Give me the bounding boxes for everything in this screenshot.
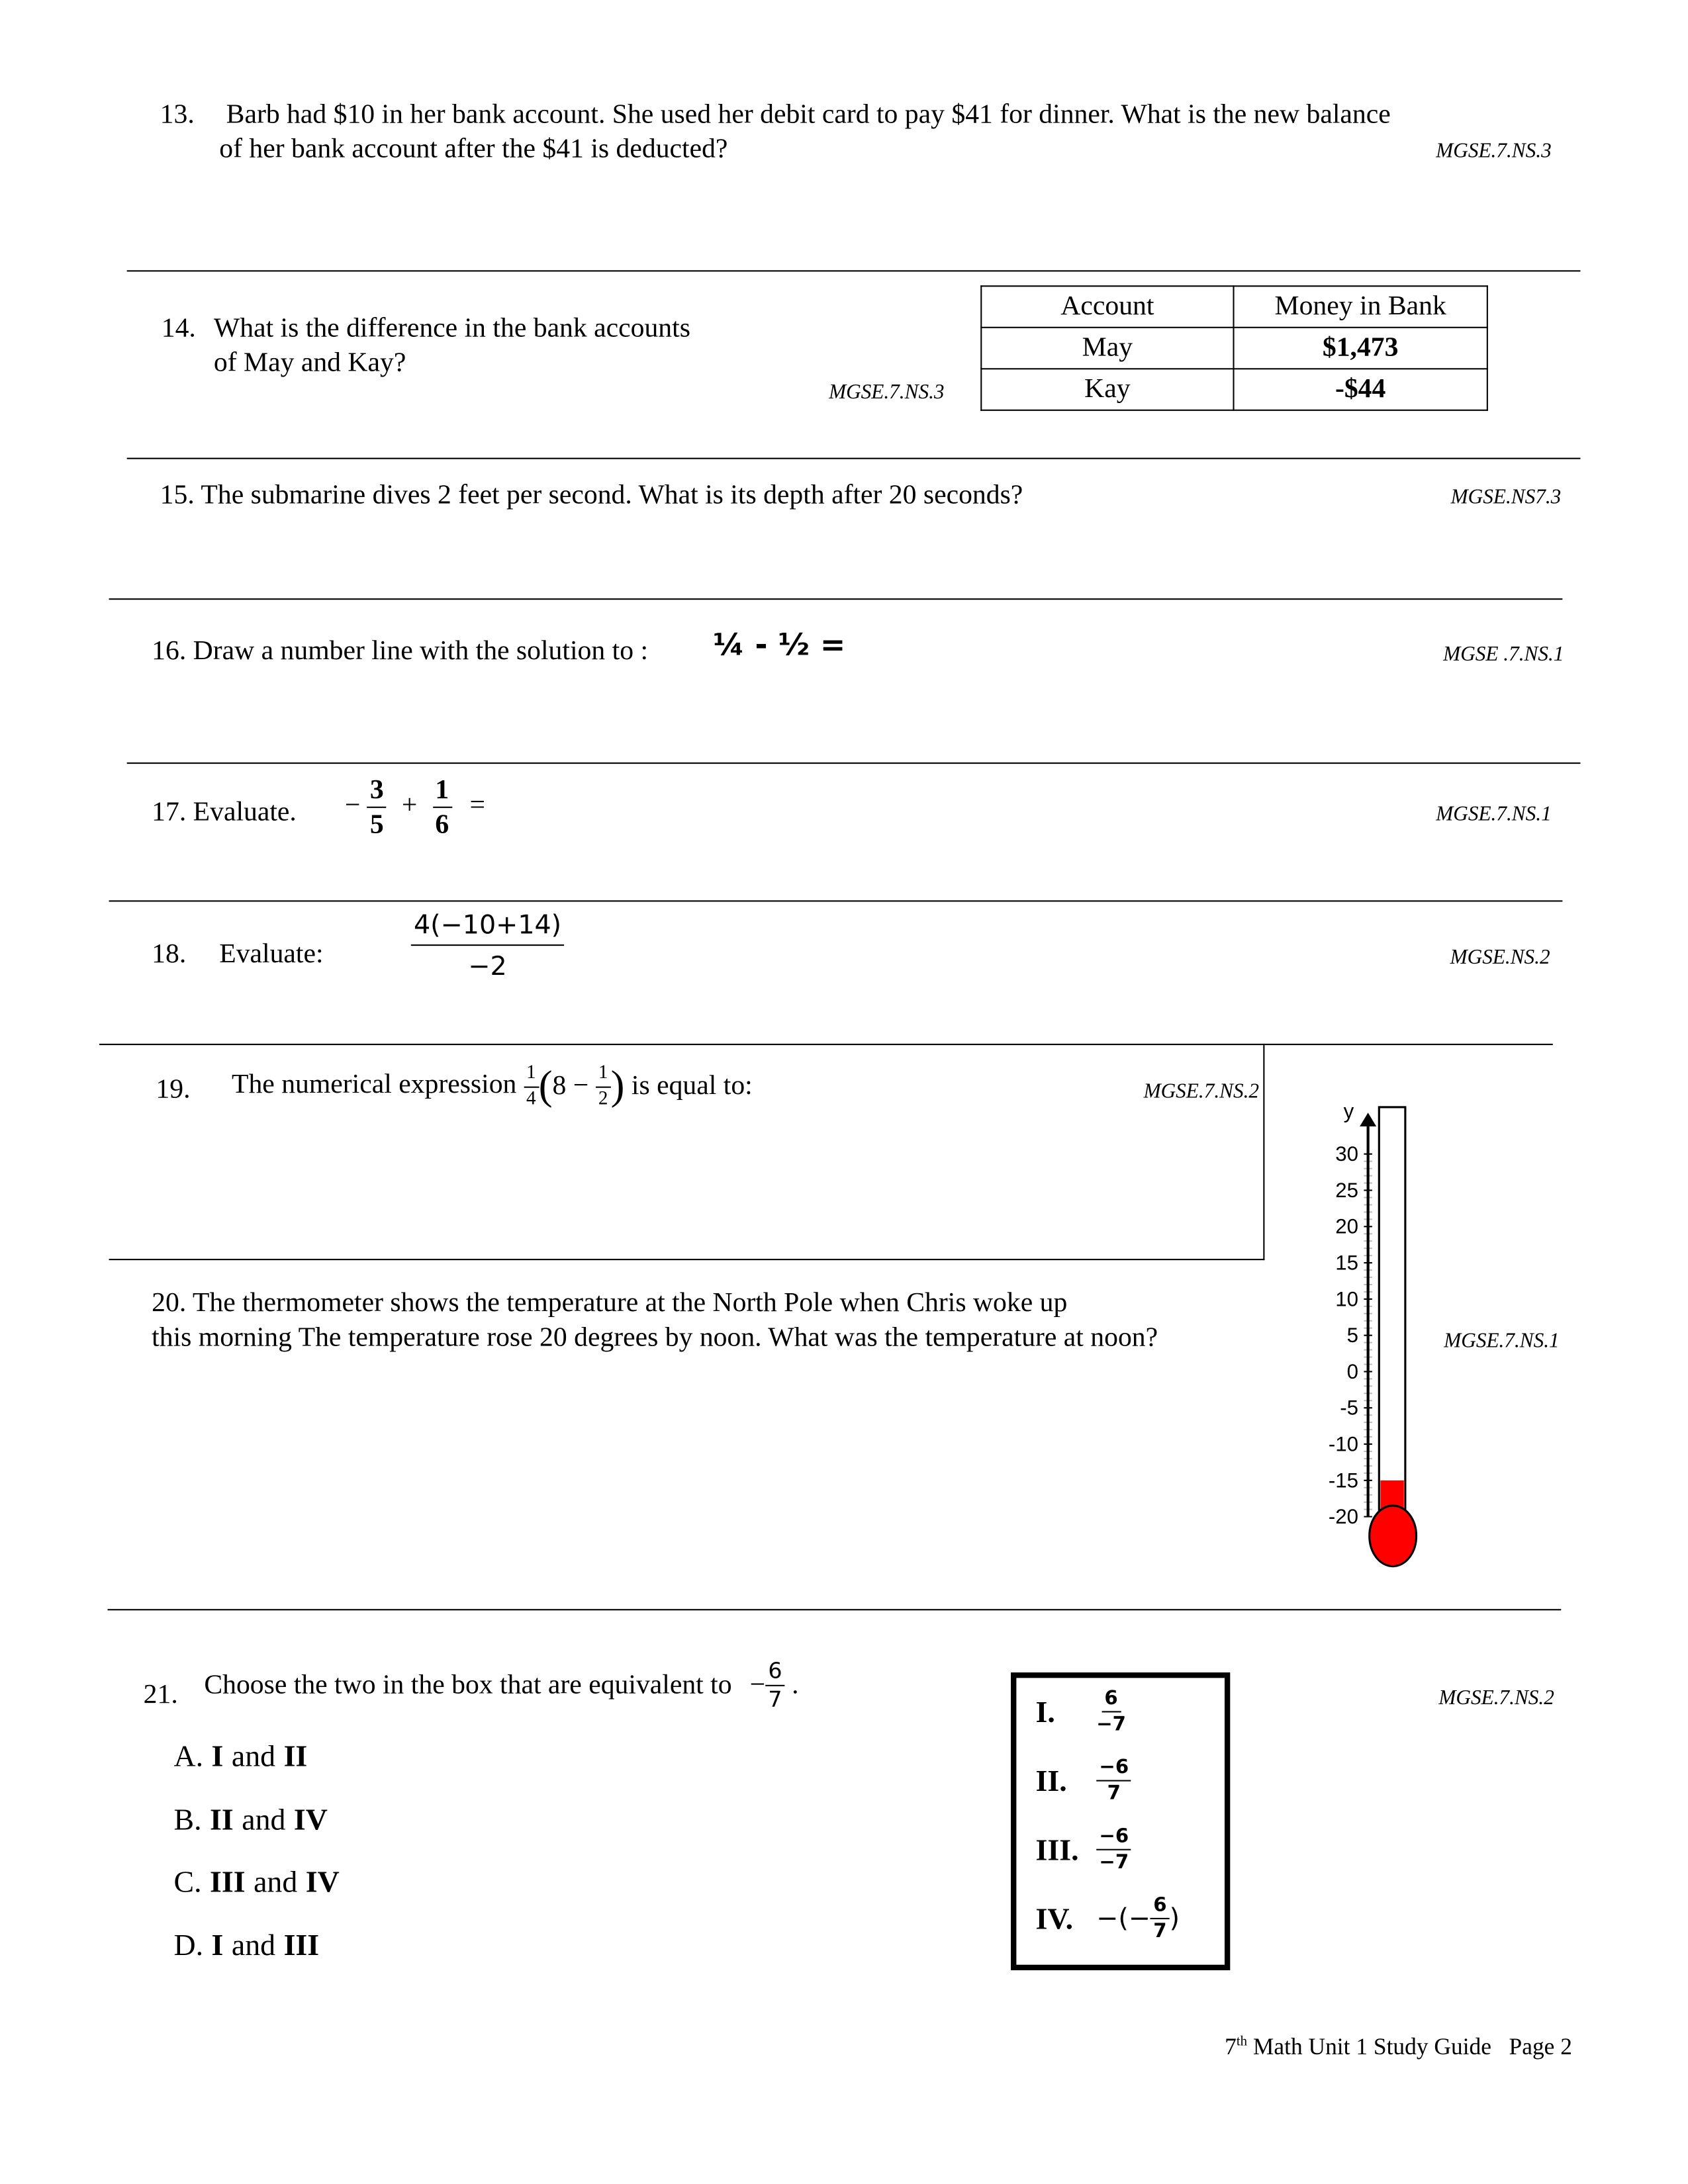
tick-label: -5	[1340, 1396, 1359, 1420]
numerator: −6	[1096, 1758, 1131, 1781]
denominator: 4	[526, 1088, 536, 1110]
option-a: I	[211, 1739, 224, 1774]
q13-text-line1: Barb had $10 in her bank account. She used her debit card to pay $41 for dinner. What is the new balance	[226, 99, 1391, 130]
q17-expression	[345, 776, 485, 839]
tick-label: 10	[1335, 1287, 1359, 1311]
numerator: 1	[596, 1064, 611, 1087]
choices-box	[1011, 1672, 1230, 1970]
q19-text-tail: is equal to:	[631, 1070, 753, 1101]
q19-text-lead: The numerical expression	[231, 1069, 517, 1100]
q17-standard: MGSE.7.NS.1	[1436, 803, 1552, 826]
roman-label: IV.	[1035, 1900, 1074, 1935]
numerator: 6	[1150, 1896, 1170, 1919]
box-item	[1036, 1896, 1180, 1942]
divider	[109, 1259, 1265, 1260]
numerator: 6	[765, 1660, 785, 1686]
q21-text-lead: Choose the two in the box that are equivalent to	[204, 1669, 732, 1700]
thermometer-bulb	[1370, 1506, 1417, 1567]
q16-expression: ¼ - ½ =	[713, 628, 846, 664]
option-a: II	[210, 1801, 234, 1836]
footer-page: Page 2	[1509, 2033, 1572, 2060]
table-row	[981, 328, 1487, 369]
denominator: 7	[1153, 1921, 1167, 1943]
q20-standard: MGSE.7.NS.1	[1444, 1330, 1560, 1353]
numerator: 1	[524, 1064, 539, 1087]
divider	[99, 1044, 1553, 1045]
minus-sign: −	[344, 790, 361, 821]
axis-label: y	[1343, 1099, 1354, 1123]
prefix: −(−	[1096, 1903, 1151, 1934]
q20-text-line2: this morning The temperature rose 20 degrees by noon. What was the temperature at noon?	[152, 1322, 1158, 1353]
numerator: 4(−10+14)	[411, 913, 564, 946]
numerator: 6	[1102, 1689, 1121, 1712]
option-letter: D.	[173, 1927, 204, 1962]
q21-number: 21.	[143, 1679, 178, 1710]
option-and: and	[242, 1801, 286, 1836]
table-header: Account	[981, 286, 1233, 327]
option-letter: A.	[173, 1739, 204, 1774]
tick-label: -15	[1328, 1469, 1359, 1492]
table-cell: -$44	[1234, 369, 1487, 410]
answer-option[interactable]	[173, 1739, 315, 1774]
footer	[1225, 2034, 1572, 2062]
divider	[127, 458, 1581, 459]
q13-standard: MGSE.7.NS.3	[1436, 140, 1552, 163]
q18-label: Evaluate:	[219, 938, 324, 970]
inner-term: 8 −	[552, 1070, 589, 1101]
numerator: 1	[432, 776, 451, 808]
q17-text: 17. Evaluate.	[152, 797, 297, 827]
q19-standard: MGSE.7.NS.2	[1143, 1081, 1260, 1103]
divider	[109, 598, 1563, 600]
q16-text: 16. Draw a number line with the solution to :	[152, 635, 649, 666]
denominator: 7	[1107, 1782, 1121, 1805]
tick-label: 25	[1335, 1178, 1359, 1202]
q14-text-line2: of May and Kay?	[213, 347, 406, 378]
option-a: I	[211, 1927, 224, 1962]
table-cell: $1,473	[1234, 328, 1487, 369]
option-b: IV	[293, 1801, 328, 1836]
divider-vertical	[1263, 1045, 1264, 1260]
q18-expression	[411, 909, 564, 982]
tick-label: 0	[1346, 1359, 1359, 1383]
denominator: −7	[1099, 1851, 1129, 1874]
box-item	[1036, 1758, 1132, 1803]
q13-number: 13.	[160, 99, 195, 130]
roman-label: III.	[1035, 1831, 1079, 1866]
q18-standard: MGSE.NS.2	[1450, 947, 1550, 970]
option-and: and	[231, 1927, 276, 1962]
divider	[107, 1609, 1561, 1610]
table-cell: May	[981, 328, 1233, 369]
table-cell: Kay	[981, 369, 1233, 410]
table-header: Money in Bank	[1234, 286, 1487, 327]
denominator: 7	[768, 1686, 782, 1713]
denominator: −7	[1096, 1713, 1126, 1736]
denominator: −2	[468, 951, 507, 982]
option-b: IV	[305, 1864, 340, 1899]
box-item	[1036, 1689, 1126, 1735]
footer-grade: 7	[1225, 2033, 1237, 2060]
q21-text: Choose the two in the box that are equivalent to − $\frac{6}{7}$ .	[204, 1657, 799, 1713]
thermometer-graphic	[1296, 1096, 1434, 1578]
q14-text-line1: What is the difference in the bank accounts	[213, 312, 690, 343]
bank-table	[980, 285, 1488, 411]
divider	[127, 762, 1581, 764]
tick-label: -10	[1328, 1432, 1359, 1456]
q16-standard: MGSE .7.NS.1	[1443, 643, 1564, 666]
q18-number: 18.	[152, 938, 187, 970]
option-letter: B.	[173, 1801, 202, 1836]
roman-label: I.	[1035, 1694, 1055, 1729]
option-letter: C.	[173, 1864, 202, 1899]
denominator: 5	[369, 809, 384, 840]
tick-label: 15	[1335, 1251, 1359, 1275]
tick-label: 5	[1346, 1324, 1359, 1347]
divider	[127, 270, 1581, 271]
option-and: and	[254, 1864, 298, 1899]
q14-number: 14.	[161, 312, 196, 343]
option-a: III	[210, 1864, 246, 1899]
divider	[109, 900, 1563, 901]
q13-text-line2: of her bank account after the $41 is deducted?	[219, 134, 728, 164]
option-b: III	[283, 1927, 320, 1962]
axis-arrow-icon	[1360, 1113, 1376, 1126]
equals-sign: =	[469, 790, 485, 821]
q19-text: The numerical expression $\frac{1}{4}$ (8 − $\frac{1}{2}$ ) is equal to:	[231, 1062, 753, 1110]
option-and: and	[231, 1739, 276, 1774]
q15-standard: MGSE.NS7.3	[1450, 486, 1562, 509]
tick-label: -20	[1328, 1505, 1359, 1529]
suffix: )	[1169, 1903, 1180, 1934]
option-b: II	[283, 1739, 308, 1774]
numerator: 3	[367, 776, 387, 808]
q20-text-line1: 20. The thermometer shows the temperature at the North Pole when Chris woke up	[152, 1287, 1068, 1318]
footer-title: Math Unit 1 Study Guide	[1252, 2033, 1491, 2060]
q19-number: 19.	[156, 1073, 191, 1105]
box-item	[1036, 1827, 1132, 1872]
thermometer-tube	[1379, 1107, 1405, 1524]
footer-sup: th	[1236, 2034, 1248, 2050]
denominator: 6	[435, 809, 449, 840]
tick-label: 20	[1335, 1214, 1359, 1238]
plus-sign: +	[401, 790, 418, 821]
answer-option[interactable]	[173, 1864, 348, 1900]
q21-standard: MGSE.7.NS.2	[1438, 1687, 1554, 1710]
answer-option[interactable]	[173, 1927, 327, 1962]
denominator: 2	[598, 1088, 608, 1110]
roman-label: II.	[1035, 1762, 1067, 1797]
q15-text: 15. The submarine dives 2 feet per second. What is its depth after 20 seconds?	[160, 479, 1023, 510]
table-row	[981, 369, 1487, 410]
answer-option[interactable]	[173, 1801, 336, 1837]
numerator: −6	[1096, 1827, 1131, 1850]
thermometer	[1296, 1096, 1434, 1578]
q14-standard: MGSE.7.NS.3	[829, 382, 945, 404]
tick-label: 30	[1335, 1142, 1359, 1166]
